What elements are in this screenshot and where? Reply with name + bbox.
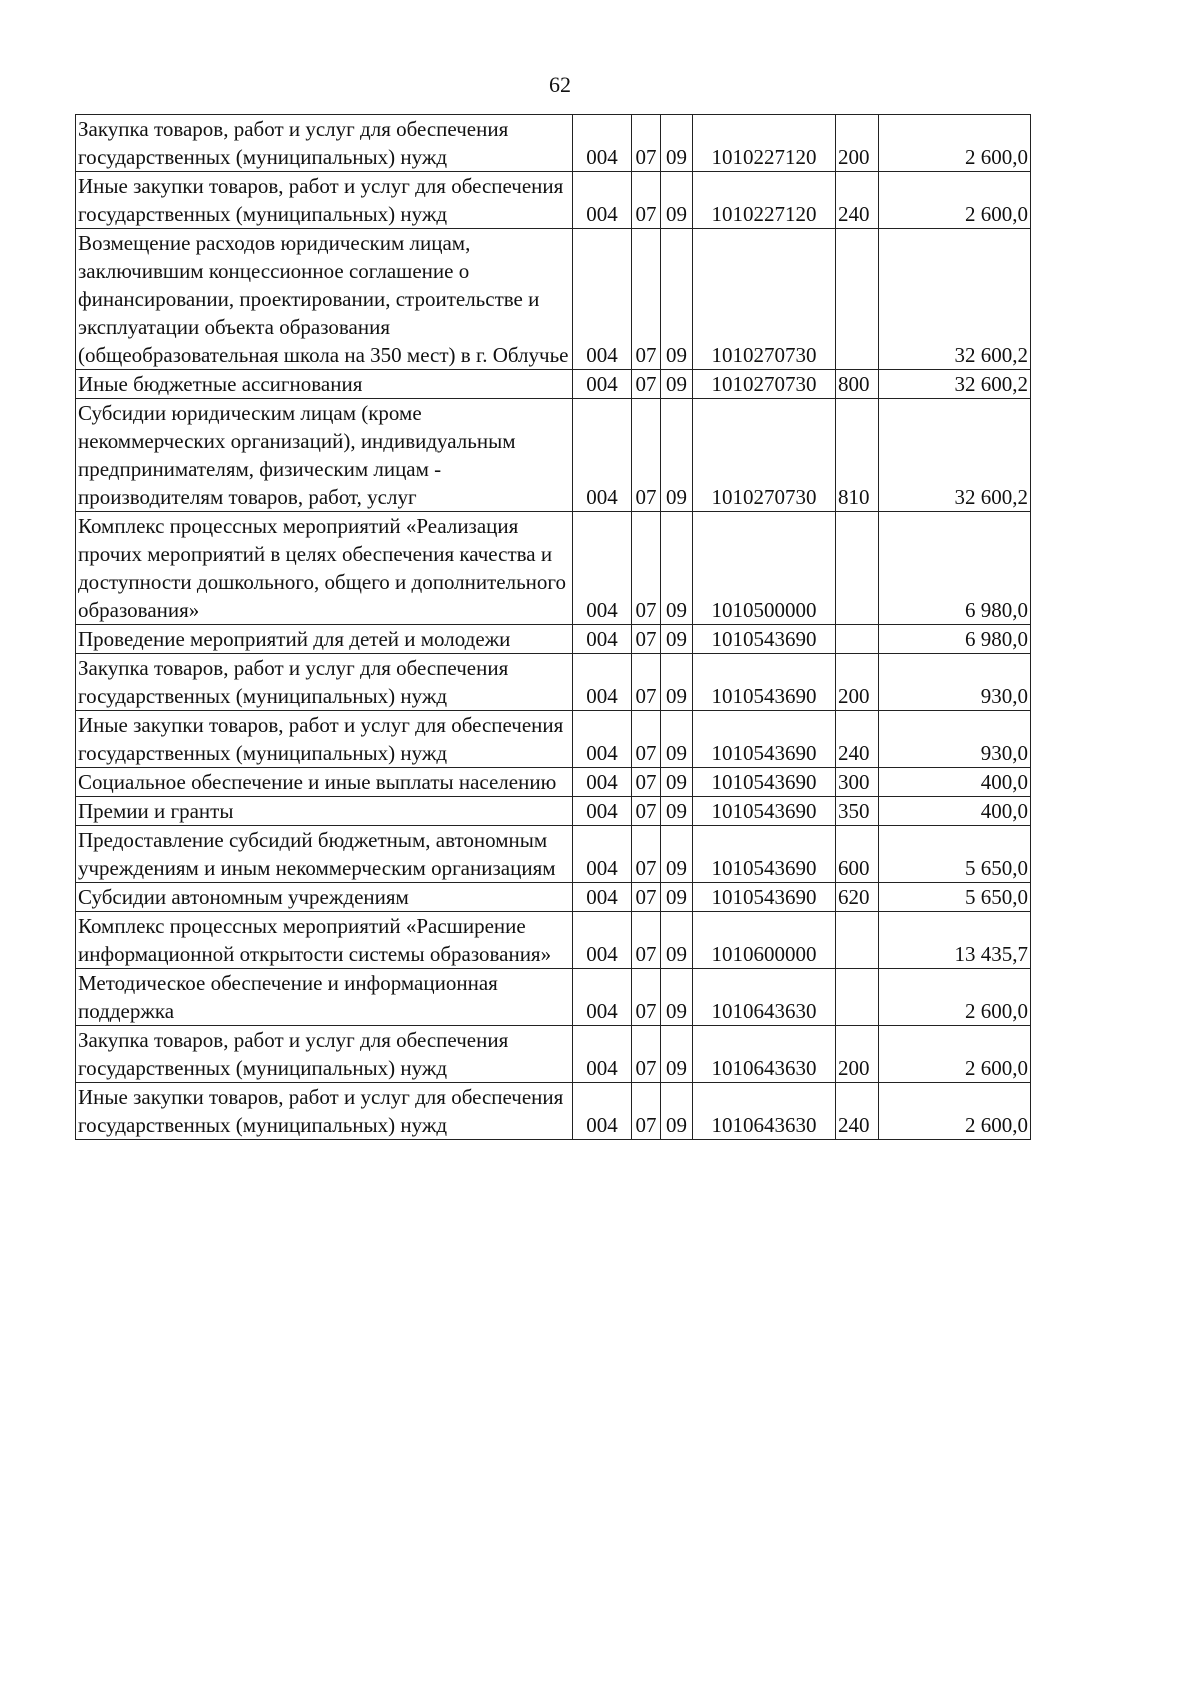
cell-gr: 004 (573, 370, 632, 399)
cell-amount: 400,0 (879, 797, 1031, 826)
row-name: Субсидии автономным учреждениям (76, 883, 573, 912)
row-name: Комплекс процессных мероприятий «Расширение информационной открытости системы образования» (76, 912, 573, 969)
cell-pr: 09 (661, 883, 693, 912)
table-row (76, 370, 1031, 399)
cell-amount: 5 650,0 (879, 883, 1031, 912)
cell-rz: 07 (632, 826, 661, 883)
cell-pr: 09 (661, 912, 693, 969)
cell-csr: 1010543690 (693, 768, 836, 797)
cell-rz: 07 (632, 1083, 661, 1140)
cell-pr: 09 (661, 711, 693, 768)
cell-vr: 600 (836, 826, 879, 883)
table-row (76, 969, 1031, 1026)
cell-pr: 09 (661, 115, 693, 172)
cell-gr: 004 (573, 512, 632, 625)
page-number: 62 (549, 72, 571, 97)
cell-pr: 09 (661, 625, 693, 654)
table-row (76, 912, 1031, 969)
row-name: Методическое обеспечение и информационная поддержка (76, 969, 573, 1026)
table-row (76, 883, 1031, 912)
cell-vr (836, 512, 879, 625)
cell-amount: 6 980,0 (879, 625, 1031, 654)
table-row (76, 1026, 1031, 1083)
table-row (76, 399, 1031, 512)
row-name: Иные закупки товаров, работ и услуг для обеспечения государственных (муниципальных) нужд (76, 1083, 573, 1140)
cell-rz: 07 (632, 625, 661, 654)
cell-amount: 6 980,0 (879, 512, 1031, 625)
budget-table (75, 114, 1031, 1140)
cell-vr: 240 (836, 711, 879, 768)
cell-gr: 004 (573, 625, 632, 654)
row-name: Субсидии юридическим лицам (кроме некоммерческих организаций), индивидуальным предпринимателям, физическим лицам - производителям товаров, работ, услуг (76, 399, 573, 512)
cell-rz: 07 (632, 399, 661, 512)
cell-rz: 07 (632, 370, 661, 399)
cell-amount: 2 600,0 (879, 1083, 1031, 1140)
cell-amount: 2 600,0 (879, 115, 1031, 172)
cell-pr: 09 (661, 654, 693, 711)
cell-pr: 09 (661, 797, 693, 826)
cell-csr: 1010270730 (693, 229, 836, 370)
cell-pr: 09 (661, 768, 693, 797)
table-row (76, 229, 1031, 370)
cell-gr: 004 (573, 1026, 632, 1083)
cell-pr: 09 (661, 826, 693, 883)
cell-csr: 1010543690 (693, 826, 836, 883)
row-name: Иные закупки товаров, работ и услуг для обеспечения государственных (муниципальных) нужд (76, 711, 573, 768)
cell-pr: 09 (661, 969, 693, 1026)
cell-csr: 1010543690 (693, 883, 836, 912)
row-name: Закупка товаров, работ и услуг для обеспечения государственных (муниципальных) нужд (76, 1026, 573, 1083)
cell-gr: 004 (573, 1083, 632, 1140)
cell-vr: 200 (836, 115, 879, 172)
cell-vr: 200 (836, 1026, 879, 1083)
cell-amount: 5 650,0 (879, 826, 1031, 883)
cell-csr: 1010543690 (693, 625, 836, 654)
cell-vr: 810 (836, 399, 879, 512)
cell-csr: 1010543690 (693, 654, 836, 711)
cell-gr: 004 (573, 826, 632, 883)
cell-gr: 004 (573, 654, 632, 711)
cell-vr: 350 (836, 797, 879, 826)
cell-rz: 07 (632, 768, 661, 797)
cell-rz: 07 (632, 969, 661, 1026)
cell-pr: 09 (661, 1083, 693, 1140)
cell-pr: 09 (661, 370, 693, 399)
cell-pr: 09 (661, 1026, 693, 1083)
cell-rz: 07 (632, 883, 661, 912)
cell-rz: 07 (632, 654, 661, 711)
cell-csr: 1010270730 (693, 370, 836, 399)
cell-pr: 09 (661, 229, 693, 370)
cell-amount: 400,0 (879, 768, 1031, 797)
cell-rz: 07 (632, 512, 661, 625)
table-row (76, 115, 1031, 172)
table-row (76, 512, 1031, 625)
cell-csr: 1010643630 (693, 969, 836, 1026)
cell-csr: 1010543690 (693, 797, 836, 826)
cell-vr: 620 (836, 883, 879, 912)
row-name: Предоставление субсидий бюджетным, автономным учреждениям и иным некоммерческим организациям (76, 826, 573, 883)
cell-vr: 240 (836, 172, 879, 229)
cell-amount: 2 600,0 (879, 172, 1031, 229)
table-row (76, 1083, 1031, 1140)
cell-vr (836, 912, 879, 969)
cell-amount: 930,0 (879, 654, 1031, 711)
cell-gr: 004 (573, 115, 632, 172)
row-name: Проведение мероприятий для детей и молодежи (76, 625, 573, 654)
table-row (76, 654, 1031, 711)
row-name: Закупка товаров, работ и услуг для обеспечения государственных (муниципальных) нужд (76, 115, 573, 172)
row-name: Возмещение расходов юридическим лицам, заключившим концессионное соглашение о финансировании, проектировании, строительстве и эксплуатации объекта образования (общеобразовательная школа на 350 мест) в г. Облучье (76, 229, 573, 370)
row-name: Иные закупки товаров, работ и услуг для обеспечения государственных (муниципальных) нужд (76, 172, 573, 229)
cell-gr: 004 (573, 172, 632, 229)
cell-vr: 240 (836, 1083, 879, 1140)
cell-csr: 1010643630 (693, 1026, 836, 1083)
cell-rz: 07 (632, 711, 661, 768)
cell-amount: 2 600,0 (879, 969, 1031, 1026)
row-name: Комплекс процессных мероприятий «Реализация прочих мероприятий в целях обеспечения качества и доступности дошкольного, общего и дополнительного образования» (76, 512, 573, 625)
cell-csr: 1010500000 (693, 512, 836, 625)
cell-amount: 13 435,7 (879, 912, 1031, 969)
row-name: Премии и гранты (76, 797, 573, 826)
cell-csr: 1010270730 (693, 399, 836, 512)
cell-csr: 1010600000 (693, 912, 836, 969)
cell-vr (836, 969, 879, 1026)
cell-amount: 32 600,2 (879, 229, 1031, 370)
cell-gr: 004 (573, 711, 632, 768)
table-row (76, 826, 1031, 883)
cell-vr: 300 (836, 768, 879, 797)
cell-vr (836, 625, 879, 654)
cell-csr: 1010543690 (693, 711, 836, 768)
table-row (76, 625, 1031, 654)
cell-amount: 930,0 (879, 711, 1031, 768)
cell-rz: 07 (632, 912, 661, 969)
cell-rz: 07 (632, 229, 661, 370)
cell-gr: 004 (573, 229, 632, 370)
cell-gr: 004 (573, 912, 632, 969)
row-name: Закупка товаров, работ и услуг для обеспечения государственных (муниципальных) нужд (76, 654, 573, 711)
cell-gr: 004 (573, 399, 632, 512)
cell-rz: 07 (632, 172, 661, 229)
cell-gr: 004 (573, 797, 632, 826)
cell-amount: 32 600,2 (879, 370, 1031, 399)
cell-amount: 2 600,0 (879, 1026, 1031, 1083)
cell-vr (836, 229, 879, 370)
cell-gr: 004 (573, 883, 632, 912)
cell-rz: 07 (632, 1026, 661, 1083)
cell-pr: 09 (661, 172, 693, 229)
table-row (76, 768, 1031, 797)
cell-pr: 09 (661, 512, 693, 625)
cell-rz: 07 (632, 115, 661, 172)
table-row (76, 172, 1031, 229)
cell-gr: 004 (573, 969, 632, 1026)
cell-vr: 800 (836, 370, 879, 399)
cell-amount: 32 600,2 (879, 399, 1031, 512)
row-name: Иные бюджетные ассигнования (76, 370, 573, 399)
cell-csr: 1010643630 (693, 1083, 836, 1140)
cell-csr: 1010227120 (693, 115, 836, 172)
row-name: Социальное обеспечение и иные выплаты населению (76, 768, 573, 797)
cell-csr: 1010227120 (693, 172, 836, 229)
cell-pr: 09 (661, 399, 693, 512)
cell-gr: 004 (573, 768, 632, 797)
table-row (76, 797, 1031, 826)
cell-vr: 200 (836, 654, 879, 711)
table-row (76, 711, 1031, 768)
cell-rz: 07 (632, 797, 661, 826)
